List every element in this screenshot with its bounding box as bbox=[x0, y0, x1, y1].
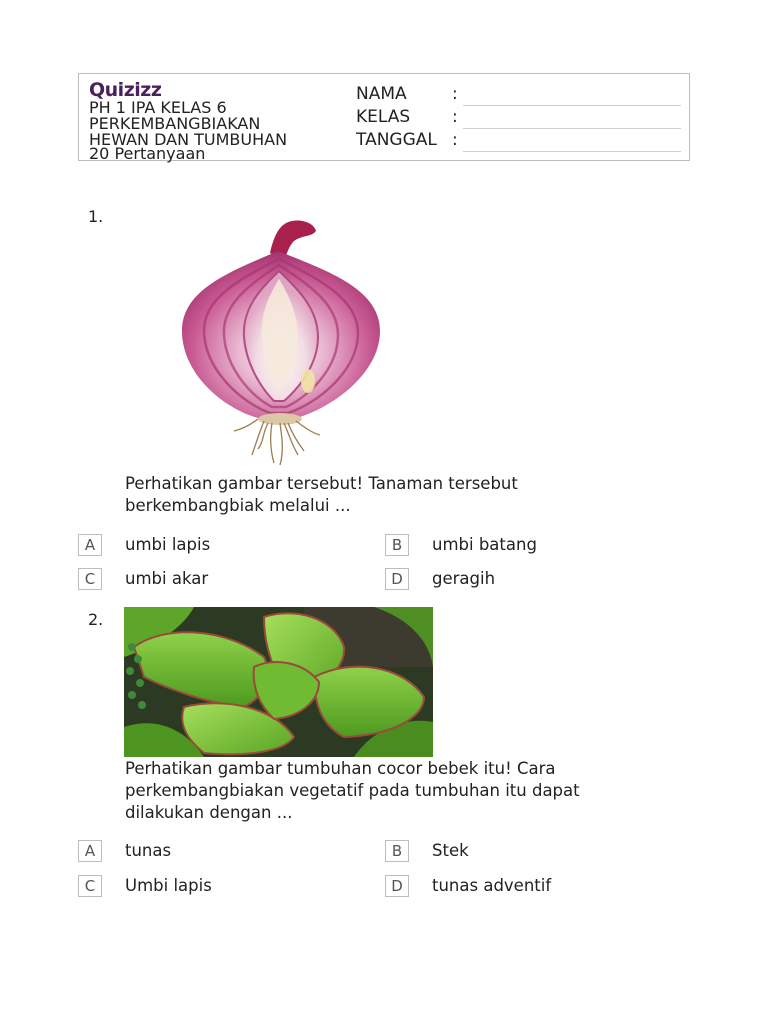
question-1-option-b-box[interactable]: B bbox=[385, 534, 409, 556]
question-2-option-c-box[interactable]: C bbox=[78, 875, 102, 897]
question-1-option-c-text[interactable]: umbi akar bbox=[125, 569, 209, 588]
question-1-option-a-text[interactable]: umbi lapis bbox=[125, 535, 211, 554]
question-1-option-c-box[interactable]: C bbox=[78, 568, 102, 590]
cocor-bebek-image bbox=[124, 607, 433, 757]
question-2-option-d-box[interactable]: D bbox=[385, 875, 409, 897]
question-2-option-d-text[interactable]: tunas adventif bbox=[432, 876, 552, 895]
question-2-number: 2. bbox=[88, 610, 104, 629]
question-1-number: 1. bbox=[88, 207, 104, 226]
worksheet-title-line2: PERKEMBANGBIAKAN bbox=[89, 114, 261, 133]
date-colon: : bbox=[452, 130, 458, 150]
class-colon: : bbox=[452, 107, 458, 127]
question-1-option-d-text[interactable]: geragih bbox=[432, 569, 496, 588]
question-2-option-b-box[interactable]: B bbox=[385, 840, 409, 862]
date-label: TANGGAL bbox=[356, 130, 437, 150]
name-label: NAMA bbox=[356, 84, 407, 104]
quizizz-logo: Quizizz bbox=[89, 79, 162, 101]
question-1-option-d-box[interactable]: D bbox=[385, 568, 409, 590]
name-line bbox=[463, 105, 681, 106]
worksheet-title-line3: HEWAN DAN TUMBUHAN bbox=[89, 130, 288, 149]
class-line bbox=[463, 128, 681, 129]
question-2-option-b-text[interactable]: Stek bbox=[432, 841, 469, 860]
red-onion-image bbox=[152, 205, 404, 467]
class-label: KELAS bbox=[356, 107, 411, 127]
date-line bbox=[463, 151, 681, 152]
name-colon: : bbox=[452, 84, 458, 104]
question-2-option-a-text[interactable]: tunas bbox=[125, 841, 172, 860]
question-1-option-a-box[interactable]: A bbox=[78, 534, 102, 556]
question-1-text: Perhatikan gambar tersebut! Tanaman tersebut berkembangbiak melalui ... bbox=[125, 474, 518, 515]
question-1-option-b-text[interactable]: umbi batang bbox=[432, 535, 537, 554]
question-2-option-c-text[interactable]: Umbi lapis bbox=[125, 876, 212, 895]
worksheet-title-line1: PH 1 IPA KELAS 6 bbox=[89, 98, 227, 117]
question-2-text: Perhatikan gambar tumbuhan cocor bebek itu! Cara perkembangbiakan vegetatif pada tumbuhan itu dapat dilakukan dengan ... bbox=[125, 759, 580, 822]
question-count: 20 Pertanyaan bbox=[89, 144, 206, 163]
worksheet-header bbox=[78, 73, 690, 161]
question-2-option-a-box[interactable]: A bbox=[78, 840, 102, 862]
